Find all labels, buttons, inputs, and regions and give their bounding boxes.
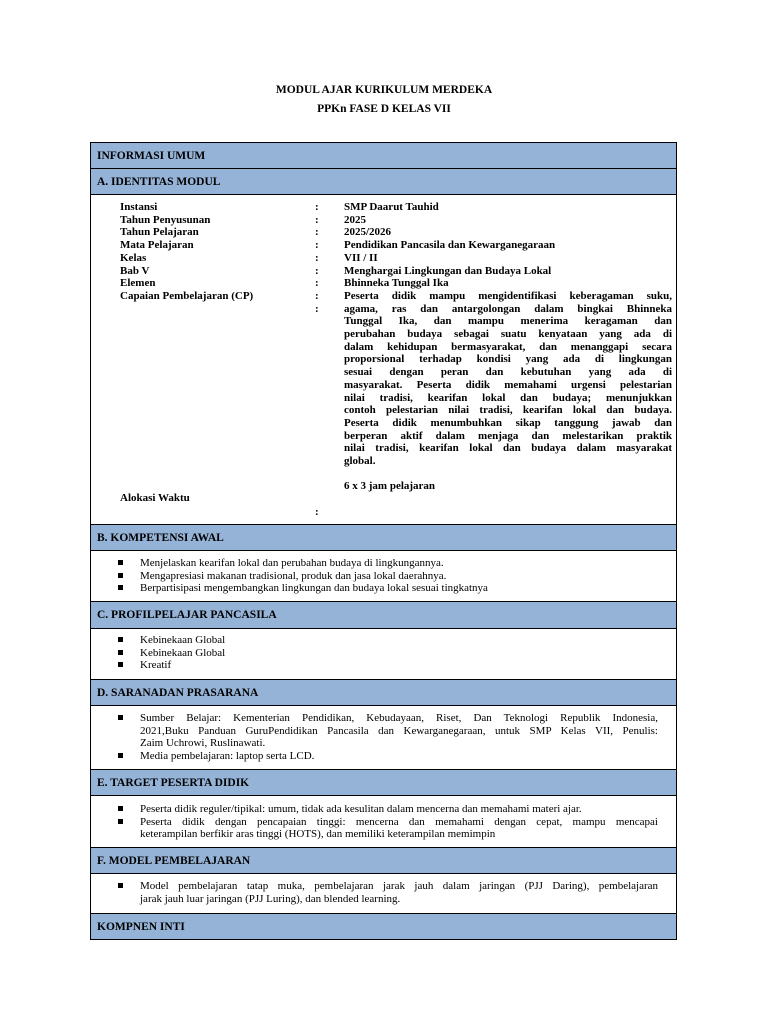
identity-label: Capaian Pembelajaran (CP) [120,289,254,302]
document-title: MODUL AJAR KURIKULUM MERDEKA [275,84,493,96]
section-target: E. TARGET PESERTA DIDIK [90,769,677,796]
bullet-icon [118,662,123,667]
list-item-text: Sumber Belajar: Kementerian Pendidikan, Kebudayaan, Riset, Dan Teknologi Republik Indonesia, [140,712,658,724]
cp-line: sesuai dengan peran dan kebutuhan yang ada di [344,366,672,379]
cp-line: Peserta didik mampu mengidentifikasi keberagaman suku, [344,290,672,302]
list-item-text: keterampilan berfikir aras tinggi (HOTS), dan memiliki keterampilan memimpin [140,828,496,841]
identity-colon: : [315,251,319,264]
identity-value: VII / II [344,251,378,264]
alloc-label: Alokasi Waktu [120,492,190,504]
alloc-value: 6 x 3 jam pelajaran [344,480,436,492]
cp-line: Tunggal Ika, dan mampu menerima keragaman dan [344,315,672,328]
identity-label: Mata Pelajaran [120,239,194,252]
identity-value: SMP Daarut Tauhid [344,201,439,213]
list-item-text: Peserta didik reguler/tipikal: umum, tidak ada kesulitan dalam mencerna dan memahami materi ajar. [140,803,582,815]
cp-line: proporsional terhadap kondisi yang ada di lingkungan [344,353,672,366]
facilities-list [118,712,658,762]
list-item-text: Peserta didik dengan pencapaian tinggi: mencerna dan memahami dengan cepat, mampu mencapai [140,815,658,828]
section-profile: C. PROFILPELAJAR PANCASILA [90,601,677,629]
identity-label: Kelas [120,251,147,264]
identity-colon: : [315,226,319,239]
list-item [118,557,658,570]
section-facilities: D. SARANADAN PRASARANA [90,679,677,706]
bullet-icon [118,637,123,642]
list-item-text: Zaim Uchrowi, Ruslinawati. [140,737,266,750]
list-item [118,880,658,905]
model-list [118,880,658,905]
bullet-icon [118,585,123,590]
list-item-text: jarak jauh luar jaringan (PJJ Luring), dan blended learning. [140,892,401,905]
cp-line: global. [344,454,376,467]
identity-colon: : [315,264,319,277]
list-item-text: Berpartisipasi mengembangkan lingkungan dan budaya lokal sesuai tingkatnya [140,582,488,595]
bullet-icon [118,883,123,888]
document-subtitle: PPKn FASE D KELAS VII [317,103,451,115]
list-item-text: Kebinekaan Global [140,646,226,659]
list-item [118,647,658,660]
identity-value: 2025/2026 [344,226,392,239]
target-list [118,803,658,841]
cp-line: perubahan budaya sebagai suatu kenyataan yang ada di [344,328,672,341]
cp-line: dalam kehidupan bermasyarakat, dan menanggapi secara [344,340,672,353]
identity-value: 2025 [344,213,366,226]
list-item-text: Kreatif [140,659,172,672]
alloc-colon: : [315,506,319,518]
section-competence: B. KOMPETENSI AWAL [90,524,677,551]
bullet-icon [118,806,123,811]
identity-colon: : [315,277,319,290]
identity-value: Bhinneka Tunggal Ika [344,277,449,290]
list-item [118,712,658,750]
identity-colon: : [315,302,319,315]
learning-outcome-text [344,290,672,468]
identity-value: Menghargai Lingkungan dan Budaya Lokal [344,264,552,277]
list-item [118,570,658,583]
bullet-icon [118,560,123,565]
identity-colon: : [315,289,319,302]
bullet-icon [118,715,123,720]
identity-label: Tahun Pelajaran [120,226,199,239]
list-item [118,816,658,841]
section-core: KOMPNEN INTI [90,913,677,940]
cp-line: nilai tradisi, kearifan lokal dan budaya; menunjukkan [344,391,672,404]
cp-line: Peserta didik menumbuhkan sikap tanggung jawab dan [344,416,672,429]
list-item-text: 2021,Buku Panduan GuruPendidikan Pancasila dan Kewarganegaraan, untuk SMP Kelas VII, Penulis: [140,724,658,737]
section-identity: A. IDENTITAS MODUL [90,168,677,195]
identity-colon: : [315,239,319,252]
cp-line: masyarakat. Peserta didik memahami urgensi pelestarian [344,378,672,391]
profile-list [118,634,658,672]
identity-label: Elemen [120,277,156,290]
list-item [118,582,658,595]
cp-line: contoh pelestarian nilai tradisi, kearifan lokal dan budaya. [344,404,672,417]
bullet-icon [118,573,123,578]
cp-line: agama, ras dan antargolongan dalam bingkai Bhinneka [344,302,672,315]
bullet-icon [118,819,123,824]
identity-label: Instansi [120,201,158,213]
list-item [118,803,658,816]
list-item [118,659,658,672]
list-item-text: Model pembelajaran tatap muka, pembelajaran jarak jauh dalam jaringan (PJJ Daring), pembelajaran [140,880,658,892]
cp-line: nilai tradisi, kearifan lokal dan budaya dalam masyarakat [344,442,672,455]
cp-line: berperan aktif dalam menjaga dan melestarikan praktik [344,429,672,442]
identity-colon: : [315,213,319,226]
list-item-text: Media pembelajaran: laptop serta LCD. [140,749,315,762]
list-item [118,634,658,647]
identity-value: Pendidikan Pancasila dan Kewarganegaraan [344,239,556,252]
bullet-icon [118,753,123,758]
identity-label: Tahun Penyusunan [120,213,211,226]
competence-list [118,557,658,595]
identity-label: Bab V [120,264,150,277]
list-item-text: Menjelaskan kearifan lokal dan perubahan budaya di lingkungannya. [140,557,444,569]
section-general-info: INFORMASI UMUM [90,142,677,169]
identity-colon: : [315,201,319,213]
section-model: F. MODEL PEMBELAJARAN [90,847,677,874]
list-item-text: Mengapresiasi makanan tradisional, produk dan jasa lokal daerahnya. [140,569,447,582]
bullet-icon [118,650,123,655]
list-item [118,750,658,763]
list-item-text: Kebinekaan Global [140,634,226,646]
